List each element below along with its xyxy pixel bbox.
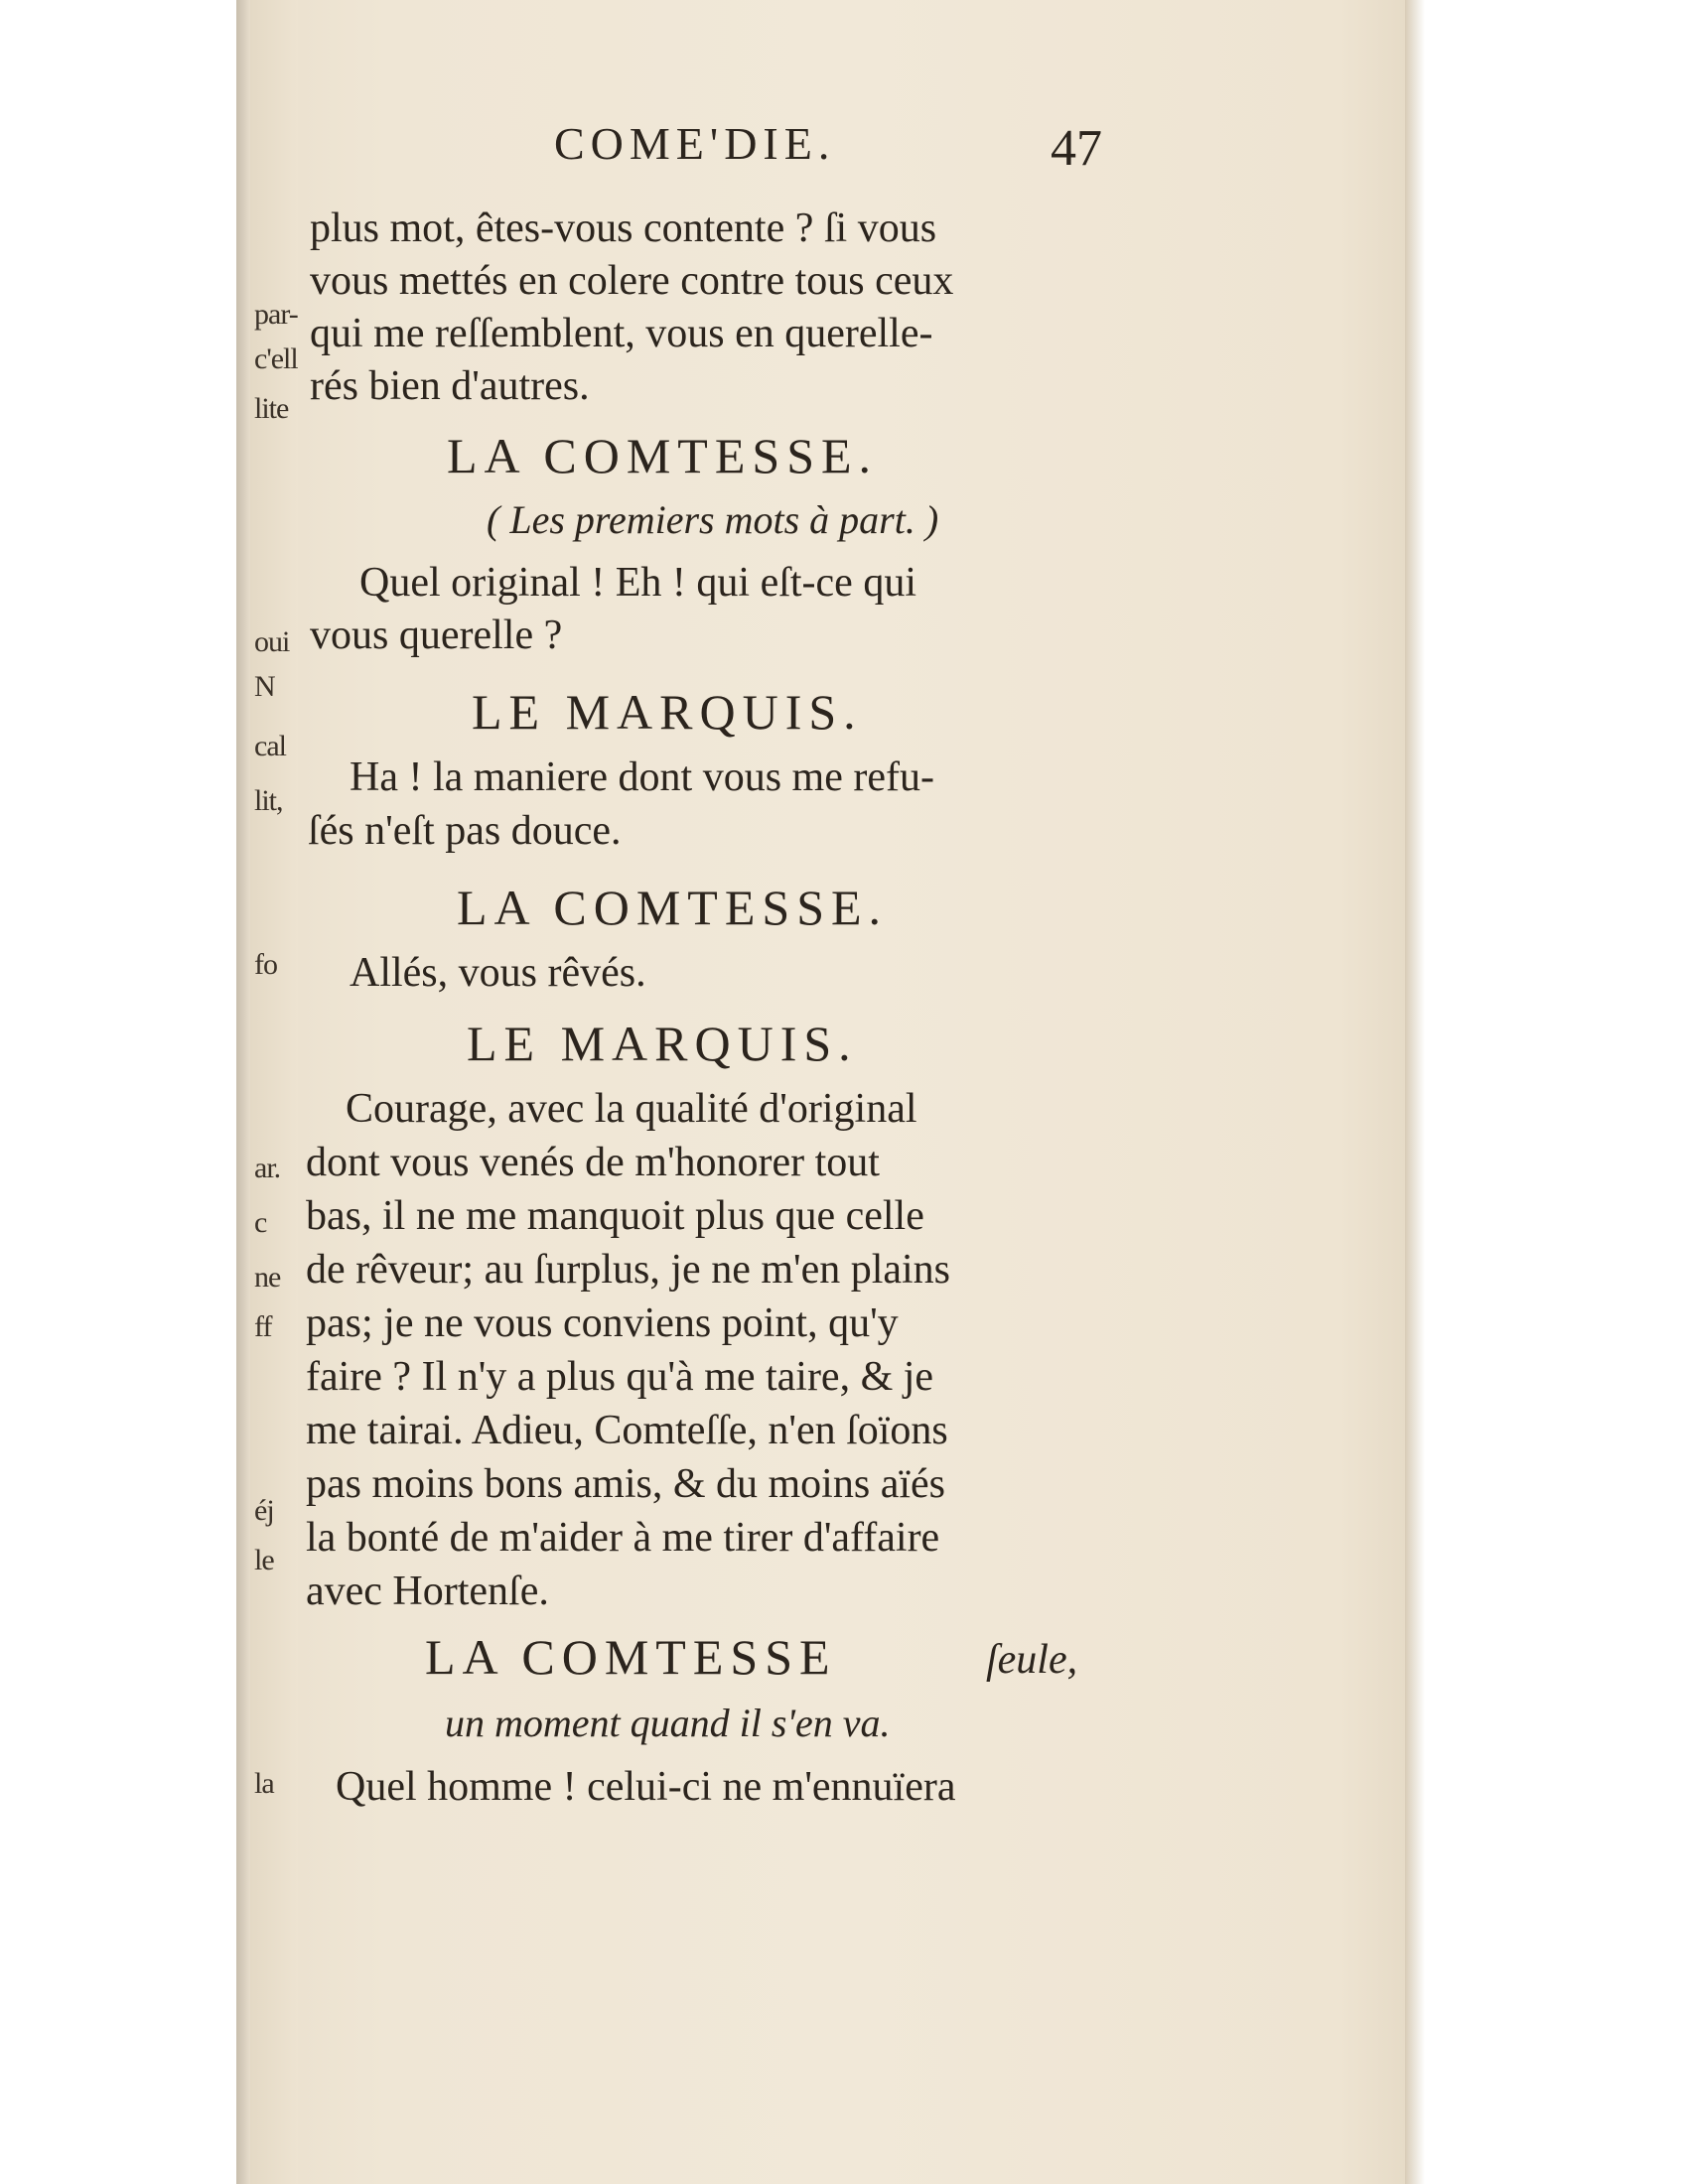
text-line: pas moins bons amis, & du moins aïés	[306, 1461, 945, 1507]
speaker-name: LA COMTESSE.	[447, 428, 879, 483]
speaker-name: LE MARQUIS.	[467, 1016, 858, 1071]
margin-fragment: ff	[254, 1310, 272, 1343]
margin-fragment: ne	[254, 1261, 281, 1294]
margin-fragment: lit,	[254, 784, 283, 817]
page-content	[298, 0, 1405, 2184]
speaker-name: LE MARQUIS.	[472, 684, 863, 740]
text-line: vous mettés en colere contre tous ceux	[310, 258, 954, 304]
margin-fragment: le	[254, 1544, 274, 1576]
page-edge-shadow	[1405, 0, 1425, 2184]
text-line: ſés n'eſt pas douce.	[308, 808, 622, 854]
text-line: vous querelle ?	[310, 613, 563, 658]
margin-fragment: éj	[254, 1494, 274, 1527]
margin-fragment: c	[254, 1206, 267, 1239]
text-line: Quel original ! Eh ! qui eſt-ce qui	[359, 560, 916, 606]
margin-fragment: fo	[254, 948, 277, 981]
stage-direction: un moment quand il s'en va.	[445, 1701, 891, 1745]
text-line: Allés, vous rêvés.	[350, 950, 646, 996]
text-line: de rêveur; au ſurplus, je ne m'en plains	[306, 1247, 951, 1293]
page-header	[298, 117, 1405, 177]
page-number: 47	[1051, 120, 1102, 177]
text-line: faire ? Il n'y a plus qu'à me taire, & je	[306, 1354, 934, 1400]
stage-direction: ( Les premiers mots à part. )	[487, 497, 939, 542]
margin-fragment: la	[254, 1767, 274, 1800]
text-line: rés bien d'autres.	[310, 363, 590, 409]
stage-direction: ſeule,	[986, 1637, 1078, 1683]
gutter-edge	[236, 0, 250, 2184]
text-line: Quel homme ! celui-ci ne m'ennuïera	[336, 1764, 956, 1810]
margin-fragment: par-	[254, 298, 298, 331]
text-line: me tairai. Adieu, Comteſſe, n'en ſoïons	[306, 1408, 948, 1453]
margin-fragment: cal	[254, 730, 286, 762]
speaker-name: LA COMTESSE.	[457, 880, 889, 935]
text-line: la bonté de m'aider à me tirer d'affaire	[306, 1515, 940, 1561]
margin-fragment: N	[254, 670, 275, 703]
text-line: dont vous venés de m'honorer tout	[306, 1140, 880, 1185]
text-line: pas; je ne vous conviens point, qu'y	[306, 1300, 899, 1346]
speaker-name: LA COMTESSE	[425, 1629, 837, 1685]
running-head: COME'DIE.	[554, 118, 836, 169]
text-line: qui me reſſemblent, vous en querelle-	[310, 311, 933, 356]
text-line: Ha ! la maniere dont vous me refu-	[350, 754, 934, 800]
text-line: bas, il ne me manquoit plus que celle	[306, 1193, 924, 1239]
previous-page-sliver	[250, 0, 298, 2184]
text-line: plus mot, êtes-vous contente ? ſi vous	[310, 205, 937, 251]
margin-fragment: oui	[254, 625, 290, 658]
text-line: avec Hortenſe.	[306, 1569, 549, 1614]
margin-fragment: ar.	[254, 1152, 281, 1184]
margin-fragment: c'ell	[254, 342, 298, 375]
page-gutter	[0, 0, 236, 2184]
margin-fragment: lite	[254, 392, 289, 425]
text-line: Courage, avec la qualité d'original	[346, 1086, 917, 1132]
